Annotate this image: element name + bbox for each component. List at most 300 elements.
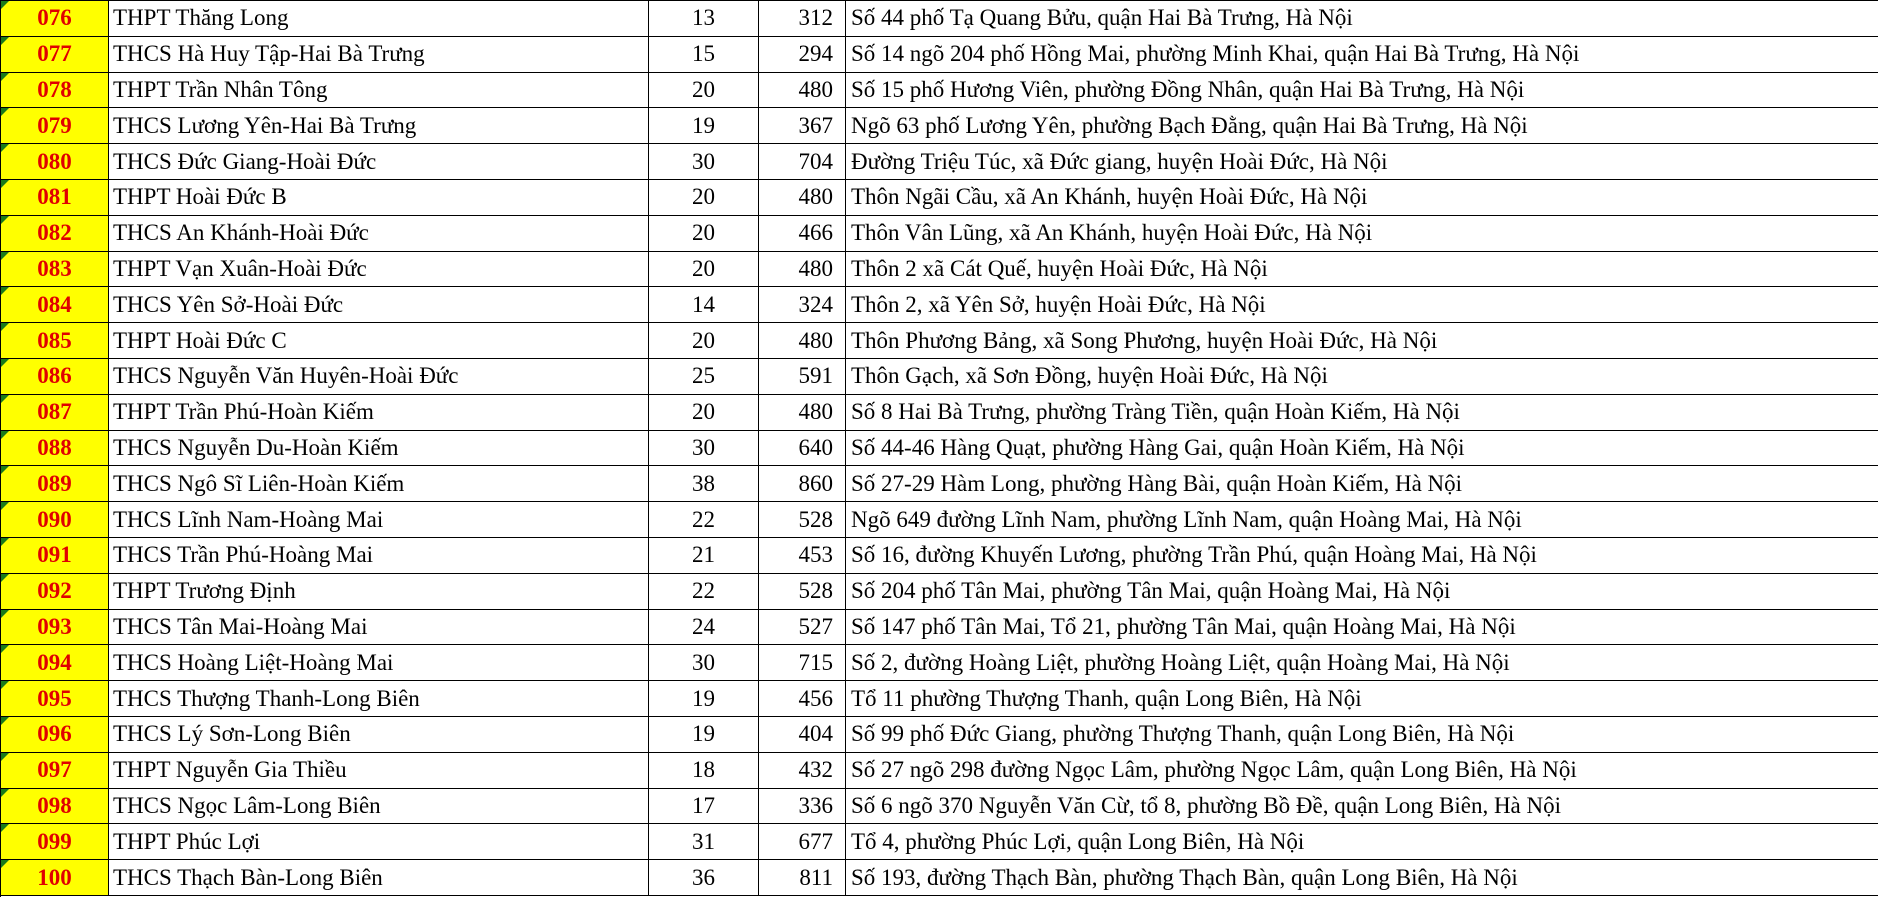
exam-site-code-cell-text: 091 — [37, 542, 72, 568]
address-cell-text: Số 8 Hai Bà Trưng, phường Tràng Tiền, quận Hoàn Kiếm, Hà Nội — [851, 399, 1460, 425]
school-name-cell[interactable] — [109, 574, 649, 609]
candidate-count-cell[interactable] — [759, 323, 846, 358]
candidate-count-cell-text: 324 — [798, 291, 833, 317]
table-row[interactable] — [1, 753, 1878, 789]
school-name-cell-text: THCS Ngô Sĩ Liên-Hoàn Kiếm — [113, 470, 405, 496]
address-cell[interactable] — [846, 717, 1878, 752]
table-row[interactable] — [1, 323, 1878, 359]
address-cell[interactable] — [846, 73, 1878, 108]
exam-site-code-cell-text: 076 — [37, 5, 72, 31]
exam-site-code-cell[interactable] — [1, 574, 109, 609]
candidate-count-cell-text: 480 — [798, 327, 833, 353]
exam-site-code-cell[interactable] — [1, 323, 109, 358]
exam-site-code-cell-text: 078 — [37, 76, 72, 102]
school-name-cell-text: THCS Nguyễn Du-Hoàn Kiếm — [113, 434, 399, 460]
room-count-cell[interactable] — [649, 824, 759, 859]
table-row[interactable] — [1, 789, 1878, 825]
exam-site-code-cell-text: 079 — [37, 112, 72, 138]
address-cell-text: Số 15 phố Hương Viên, phường Đồng Nhân, quận Hai Bà Trưng, Hà Nội — [851, 76, 1525, 102]
exam-site-code-cell[interactable] — [1, 431, 109, 466]
cell-comment-marker-icon — [1, 1, 9, 9]
exam-site-code-cell-text: 083 — [37, 255, 72, 281]
school-name-cell-text: THCS Yên Sở-Hoài Đức — [113, 291, 344, 317]
exam-site-code-cell[interactable] — [1, 1, 109, 36]
school-name-cell-text: THCS Đức Giang-Hoài Đức — [113, 148, 377, 174]
exam-site-code-cell-text: 080 — [37, 148, 72, 174]
room-count-cell-text: 20 — [692, 255, 715, 281]
exam-site-code-cell[interactable] — [1, 645, 109, 680]
school-name-cell-text: THCS Hà Huy Tập-Hai Bà Trưng — [113, 41, 425, 67]
exam-site-code-cell-text: 096 — [37, 721, 72, 747]
cell-comment-marker-icon — [1, 753, 9, 761]
school-name-cell-text: THCS Nguyễn Văn Huyên-Hoài Đức — [113, 363, 459, 389]
candidate-count-cell[interactable] — [759, 287, 846, 322]
room-count-cell[interactable] — [649, 73, 759, 108]
table-row[interactable] — [1, 538, 1878, 574]
exam-site-code-cell-text: 100 — [37, 864, 72, 890]
address-cell[interactable] — [846, 610, 1878, 645]
room-count-cell-text: 30 — [692, 649, 715, 675]
school-name-cell[interactable] — [109, 287, 649, 322]
candidate-count-cell-text: 528 — [798, 506, 833, 532]
candidate-count-cell-text: 312 — [798, 5, 833, 31]
exam-site-code-cell[interactable] — [1, 216, 109, 251]
school-name-cell[interactable] — [109, 144, 649, 179]
exam-site-code-cell-text: 092 — [37, 578, 72, 604]
address-cell-text: Số 27-29 Hàm Long, phường Hàng Bài, quận Hoàn Kiếm, Hà Nội — [851, 470, 1463, 496]
room-count-cell[interactable] — [649, 395, 759, 430]
school-name-cell[interactable] — [109, 431, 649, 466]
candidate-count-cell-text: 456 — [798, 685, 833, 711]
exam-site-code-cell-text: 097 — [37, 757, 72, 783]
room-count-cell[interactable] — [649, 216, 759, 251]
table-row[interactable] — [1, 37, 1878, 73]
table-row[interactable] — [1, 108, 1878, 144]
candidate-count-cell[interactable] — [759, 466, 846, 501]
table-row[interactable] — [1, 144, 1878, 180]
cell-comment-marker-icon — [1, 252, 9, 260]
exam-site-code-cell[interactable] — [1, 287, 109, 322]
address-cell[interactable] — [846, 252, 1878, 287]
room-count-cell[interactable] — [649, 610, 759, 645]
candidate-count-cell-text: 528 — [798, 578, 833, 604]
candidate-count-cell[interactable] — [759, 645, 846, 680]
room-count-cell-text: 15 — [692, 41, 715, 67]
candidate-count-cell[interactable] — [759, 144, 846, 179]
cell-comment-marker-icon — [1, 466, 9, 474]
address-cell-text: Số 6 ngõ 370 Nguyễn Văn Cừ, tổ 8, phường Bồ Đề, quận Long Biên, Hà Nội — [851, 792, 1562, 818]
school-name-cell-text: THPT Phúc Lợi — [113, 828, 261, 854]
room-count-cell[interactable] — [649, 287, 759, 322]
exam-site-code-cell-text: 089 — [37, 470, 72, 496]
room-count-cell[interactable] — [649, 538, 759, 573]
room-count-cell[interactable] — [649, 108, 759, 143]
cell-comment-marker-icon — [1, 108, 9, 116]
exam-site-code-cell-text: 085 — [37, 327, 72, 353]
room-count-cell-text: 21 — [692, 542, 715, 568]
candidate-count-cell-text: 336 — [798, 792, 833, 818]
address-cell-text: Số 99 phố Đức Giang, phường Thượng Thanh, quận Long Biên, Hà Nội — [851, 721, 1515, 747]
address-cell[interactable] — [846, 1, 1878, 36]
room-count-cell[interactable] — [649, 717, 759, 752]
exam-site-code-cell[interactable] — [1, 502, 109, 537]
exam-site-code-cell-text: 094 — [37, 649, 72, 675]
room-count-cell[interactable] — [649, 252, 759, 287]
cell-comment-marker-icon — [1, 144, 9, 152]
address-cell[interactable] — [846, 538, 1878, 573]
address-cell[interactable] — [846, 37, 1878, 72]
room-count-cell-text: 20 — [692, 184, 715, 210]
exam-site-code-cell[interactable] — [1, 610, 109, 645]
candidate-count-cell-text: 591 — [798, 363, 833, 389]
school-name-cell[interactable] — [109, 789, 649, 824]
school-name-cell-text: THPT Thăng Long — [113, 5, 289, 31]
candidate-count-cell-text: 404 — [798, 721, 833, 747]
room-count-cell[interactable] — [649, 144, 759, 179]
candidate-count-cell-text: 480 — [798, 76, 833, 102]
school-name-cell[interactable] — [109, 108, 649, 143]
candidate-count-cell[interactable] — [759, 359, 846, 394]
cell-comment-marker-icon — [1, 180, 9, 188]
address-cell[interactable] — [846, 216, 1878, 251]
school-name-cell-text: THPT Trần Nhân Tông — [113, 76, 328, 102]
candidate-count-cell[interactable] — [759, 538, 846, 573]
room-count-cell-text: 38 — [692, 470, 715, 496]
school-name-cell[interactable] — [109, 681, 649, 716]
cell-comment-marker-icon — [1, 359, 9, 367]
table-row[interactable] — [1, 645, 1878, 681]
room-count-cell-text: 25 — [692, 363, 715, 389]
exam-site-code-cell-text: 098 — [37, 792, 72, 818]
exam-site-code-cell[interactable] — [1, 252, 109, 287]
address-cell[interactable] — [846, 753, 1878, 788]
exam-site-code-cell[interactable] — [1, 466, 109, 501]
candidate-count-cell[interactable] — [759, 681, 846, 716]
address-cell-text: Thôn 2, xã Yên Sở, huyện Hoài Đức, Hà Nội — [851, 291, 1266, 317]
candidate-count-cell[interactable] — [759, 824, 846, 859]
room-count-cell[interactable] — [649, 645, 759, 680]
cell-comment-marker-icon — [1, 538, 9, 546]
table-row[interactable] — [1, 359, 1878, 395]
table-row[interactable] — [1, 216, 1878, 252]
candidate-count-cell-text: 466 — [798, 220, 833, 246]
room-count-cell[interactable] — [649, 789, 759, 824]
address-cell-text: Đường Triệu Túc, xã Đức giang, huyện Hoài Đức, Hà Nội — [851, 148, 1388, 174]
exam-site-code-cell-text: 082 — [37, 220, 72, 246]
candidate-count-cell-text: 677 — [798, 828, 833, 854]
room-count-cell[interactable] — [649, 1, 759, 36]
candidate-count-cell[interactable] — [759, 502, 846, 537]
table-row[interactable] — [1, 252, 1878, 288]
exam-site-code-cell[interactable] — [1, 180, 109, 215]
address-cell-text: Thôn Ngãi Cầu, xã An Khánh, huyện Hoài Đức, Hà Nội — [851, 184, 1368, 210]
school-name-cell[interactable] — [109, 538, 649, 573]
address-cell[interactable] — [846, 431, 1878, 466]
candidate-count-cell[interactable] — [759, 789, 846, 824]
room-count-cell-text: 17 — [692, 792, 715, 818]
table-row[interactable] — [1, 681, 1878, 717]
address-cell-text: Số 147 phố Tân Mai, Tổ 21, phường Tân Mai, quận Hoàng Mai, Hà Nội — [851, 613, 1516, 639]
room-count-cell-text: 20 — [692, 327, 715, 353]
candidate-count-cell[interactable] — [759, 216, 846, 251]
candidate-count-cell[interactable] — [759, 1, 846, 36]
address-cell-text: Tổ 4, phường Phúc Lợi, quận Long Biên, Hà Nội — [851, 828, 1305, 854]
school-name-cell-text: THPT Nguyễn Gia Thiều — [113, 757, 347, 783]
table-row[interactable] — [1, 287, 1878, 323]
address-cell-text: Số 2, đường Hoàng Liệt, phường Hoàng Liệt, quận Hoàng Mai, Hà Nội — [851, 649, 1510, 675]
exam-site-code-cell-text: 093 — [37, 613, 72, 639]
cell-comment-marker-icon — [1, 645, 9, 653]
candidate-count-cell-text: 811 — [799, 864, 833, 890]
room-count-cell[interactable] — [649, 37, 759, 72]
candidate-count-cell[interactable] — [759, 431, 846, 466]
cell-comment-marker-icon — [1, 395, 9, 403]
cell-comment-marker-icon — [1, 502, 9, 510]
school-name-cell-text: THPT Vạn Xuân-Hoài Đức — [113, 255, 367, 281]
school-name-cell[interactable] — [109, 466, 649, 501]
cell-comment-marker-icon — [1, 431, 9, 439]
exam-site-code-cell-text: 090 — [37, 506, 72, 532]
candidate-count-cell[interactable] — [759, 717, 846, 752]
room-count-cell-text: 36 — [692, 864, 715, 890]
school-name-cell[interactable] — [109, 180, 649, 215]
cell-comment-marker-icon — [1, 574, 9, 582]
candidate-count-cell[interactable] — [759, 753, 846, 788]
address-cell[interactable] — [846, 323, 1878, 358]
school-name-cell-text: THCS Lý Sơn-Long Biên — [113, 721, 351, 747]
school-name-cell[interactable] — [109, 216, 649, 251]
address-cell[interactable] — [846, 681, 1878, 716]
room-count-cell-text: 31 — [692, 828, 715, 854]
candidate-count-cell-text: 480 — [798, 255, 833, 281]
room-count-cell-text: 22 — [692, 578, 715, 604]
school-name-cell-text: THCS Hoàng Liệt-Hoàng Mai — [113, 649, 394, 675]
candidate-count-cell-text: 480 — [798, 184, 833, 210]
candidate-count-cell-text: 480 — [798, 399, 833, 425]
candidate-count-cell[interactable] — [759, 252, 846, 287]
room-count-cell-text: 22 — [692, 506, 715, 532]
room-count-cell-text: 19 — [692, 112, 715, 138]
candidate-count-cell-text: 294 — [798, 41, 833, 67]
address-cell-text: Số 193, đường Thạch Bàn, phường Thạch Bàn, quận Long Biên, Hà Nội — [851, 864, 1518, 890]
address-cell-text: Thôn Gạch, xã Sơn Đồng, huyện Hoài Đức, Hà Nội — [851, 363, 1328, 389]
candidate-count-cell-text: 640 — [798, 434, 833, 460]
room-count-cell-text: 24 — [692, 613, 715, 639]
address-cell[interactable] — [846, 144, 1878, 179]
address-cell[interactable] — [846, 287, 1878, 322]
candidate-count-cell[interactable] — [759, 610, 846, 645]
school-name-cell[interactable] — [109, 359, 649, 394]
exam-site-code-cell[interactable] — [1, 538, 109, 573]
school-name-cell-text: THCS Trần Phú-Hoàng Mai — [113, 542, 374, 568]
address-cell-text: Số 44 phố Tạ Quang Bửu, quận Hai Bà Trưng, Hà Nội — [851, 5, 1353, 31]
room-count-cell[interactable] — [649, 860, 759, 895]
table-row[interactable] — [1, 574, 1878, 610]
cell-comment-marker-icon — [1, 681, 9, 689]
school-name-cell-text: THPT Trần Phú-Hoàn Kiếm — [113, 399, 374, 425]
address-cell[interactable] — [846, 395, 1878, 430]
exam-site-code-cell[interactable] — [1, 108, 109, 143]
address-cell[interactable] — [846, 574, 1878, 609]
address-cell-text: Thôn Vân Lũng, xã An Khánh, huyện Hoài Đức, Hà Nội — [851, 220, 1373, 246]
room-count-cell-text: 20 — [692, 220, 715, 246]
candidate-count-cell-text: 704 — [798, 148, 833, 174]
school-name-cell-text: THCS Lương Yên-Hai Bà Trưng — [113, 112, 417, 138]
table-row[interactable] — [1, 431, 1878, 467]
school-name-cell-text: THPT Trương Định — [113, 578, 296, 604]
address-cell[interactable] — [846, 824, 1878, 859]
table-row[interactable] — [1, 717, 1878, 753]
address-cell-text: Thôn 2 xã Cát Quế, huyện Hoài Đức, Hà Nội — [851, 255, 1268, 281]
exam-site-code-cell[interactable] — [1, 37, 109, 72]
exam-site-code-cell-text: 077 — [37, 41, 72, 67]
table-row[interactable] — [1, 610, 1878, 646]
room-count-cell[interactable] — [649, 180, 759, 215]
school-name-cell[interactable] — [109, 1, 649, 36]
school-name-cell[interactable] — [109, 502, 649, 537]
table-row[interactable] — [1, 395, 1878, 431]
candidate-count-cell[interactable] — [759, 574, 846, 609]
candidate-count-cell-text: 367 — [798, 112, 833, 138]
exam-site-code-cell[interactable] — [1, 717, 109, 752]
room-count-cell-text: 19 — [692, 685, 715, 711]
address-cell[interactable] — [846, 789, 1878, 824]
school-name-cell-text: THCS Lĩnh Nam-Hoàng Mai — [113, 506, 384, 532]
table-row[interactable] — [1, 466, 1878, 502]
room-count-cell-text: 20 — [692, 76, 715, 102]
room-count-cell-text: 30 — [692, 148, 715, 174]
school-name-cell[interactable] — [109, 73, 649, 108]
candidate-count-cell-text: 860 — [798, 470, 833, 496]
room-count-cell-text: 30 — [692, 434, 715, 460]
address-cell[interactable] — [846, 359, 1878, 394]
address-cell-text: Số 44-46 Hàng Quạt, phường Hàng Gai, quận Hoàn Kiếm, Hà Nội — [851, 434, 1465, 460]
candidate-count-cell-text: 453 — [798, 542, 833, 568]
candidate-count-cell[interactable] — [759, 108, 846, 143]
address-cell-text: Ngõ 63 phố Lương Yên, phường Bạch Đằng, quận Hai Bà Trưng, Hà Nội — [851, 112, 1528, 138]
exam-site-code-cell-text: 086 — [37, 363, 72, 389]
school-name-cell[interactable] — [109, 395, 649, 430]
cell-comment-marker-icon — [1, 323, 9, 331]
school-name-cell[interactable] — [109, 860, 649, 895]
exam-site-code-cell[interactable] — [1, 73, 109, 108]
exam-site-code-cell-text: 088 — [37, 434, 72, 460]
cell-comment-marker-icon — [1, 73, 9, 81]
exam-site-code-cell[interactable] — [1, 860, 109, 895]
room-count-cell-text: 18 — [692, 757, 715, 783]
address-cell[interactable] — [846, 860, 1878, 895]
room-count-cell[interactable] — [649, 359, 759, 394]
exam-site-code-cell-text: 099 — [37, 828, 72, 854]
address-cell-text: Số 204 phố Tân Mai, phường Tân Mai, quận Hoàng Mai, Hà Nội — [851, 578, 1451, 604]
address-cell-text: Số 14 ngõ 204 phố Hồng Mai, phường Minh Khai, quận Hai Bà Trưng, Hà Nội — [851, 41, 1580, 67]
school-name-cell[interactable] — [109, 323, 649, 358]
candidate-count-cell-text: 432 — [798, 757, 833, 783]
address-cell-text: Thôn Phương Bảng, xã Song Phương, huyện Hoài Đức, Hà Nội — [851, 327, 1438, 353]
exam-site-code-cell[interactable] — [1, 395, 109, 430]
table-row[interactable] — [1, 73, 1878, 109]
table-row[interactable] — [1, 824, 1878, 860]
cell-comment-marker-icon — [1, 717, 9, 725]
room-count-cell[interactable] — [649, 502, 759, 537]
cell-comment-marker-icon — [1, 824, 9, 832]
exam-site-code-cell[interactable] — [1, 753, 109, 788]
table-row[interactable] — [1, 860, 1878, 896]
school-name-cell-text: THCS Tân Mai-Hoàng Mai — [113, 613, 368, 639]
school-name-cell-text: THCS Ngọc Lâm-Long Biên — [113, 792, 381, 818]
address-cell[interactable] — [846, 466, 1878, 501]
cell-comment-marker-icon — [1, 216, 9, 224]
school-name-cell[interactable] — [109, 37, 649, 72]
exam-site-code-cell-text: 084 — [37, 291, 72, 317]
exam-site-code-cell-text: 087 — [37, 399, 72, 425]
address-cell-text: Số 16, đường Khuyến Lương, phường Trần Phú, quận Hoàng Mai, Hà Nội — [851, 542, 1537, 568]
candidate-count-cell-text: 527 — [798, 613, 833, 639]
exam-site-code-cell-text: 095 — [37, 685, 72, 711]
table-row[interactable] — [1, 1, 1878, 37]
candidate-count-cell[interactable] — [759, 37, 846, 72]
school-name-cell[interactable] — [109, 824, 649, 859]
exam-site-code-cell[interactable] — [1, 824, 109, 859]
school-name-cell-text: THCS An Khánh-Hoài Đức — [113, 220, 369, 246]
cell-comment-marker-icon — [1, 287, 9, 295]
cell-comment-marker-icon — [1, 789, 9, 797]
room-count-cell-text: 14 — [692, 291, 715, 317]
cell-comment-marker-icon — [1, 860, 9, 868]
exam-site-code-cell[interactable] — [1, 359, 109, 394]
candidate-count-cell[interactable] — [759, 73, 846, 108]
school-name-cell-text: THCS Thượng Thanh-Long Biên — [113, 685, 420, 711]
exam-site-code-cell[interactable] — [1, 144, 109, 179]
candidate-count-cell[interactable] — [759, 395, 846, 430]
address-cell[interactable] — [846, 645, 1878, 680]
address-cell[interactable] — [846, 108, 1878, 143]
room-count-cell[interactable] — [649, 466, 759, 501]
address-cell-text: Ngõ 649 đường Lĩnh Nam, phường Lĩnh Nam, quận Hoàng Mai, Hà Nội — [851, 506, 1522, 532]
exam-site-code-cell[interactable] — [1, 789, 109, 824]
room-count-cell[interactable] — [649, 681, 759, 716]
room-count-cell-text: 19 — [692, 721, 715, 747]
address-cell[interactable] — [846, 180, 1878, 215]
school-name-cell-text: THPT Hoài Đức C — [113, 327, 287, 353]
school-name-cell-text: THPT Hoài Đức B — [113, 184, 287, 210]
school-name-cell[interactable] — [109, 252, 649, 287]
room-count-cell-text: 13 — [692, 5, 715, 31]
cell-comment-marker-icon — [1, 37, 9, 45]
address-cell-text: Tổ 11 phường Thượng Thanh, quận Long Biên, Hà Nội — [851, 685, 1362, 711]
exam-site-code-cell-text: 081 — [37, 184, 72, 210]
room-count-cell[interactable] — [649, 431, 759, 466]
school-name-cell[interactable] — [109, 717, 649, 752]
room-count-cell-text: 20 — [692, 399, 715, 425]
exam-site-code-cell[interactable] — [1, 681, 109, 716]
candidate-count-cell[interactable] — [759, 860, 846, 895]
table-row[interactable] — [1, 180, 1878, 216]
address-cell-text: Số 27 ngõ 298 đường Ngọc Lâm, phường Ngọc Lâm, quận Long Biên, Hà Nội — [851, 757, 1577, 783]
school-name-cell[interactable] — [109, 610, 649, 645]
table-row[interactable] — [1, 502, 1878, 538]
school-name-cell[interactable] — [109, 645, 649, 680]
room-count-cell[interactable] — [649, 753, 759, 788]
candidate-count-cell[interactable] — [759, 180, 846, 215]
room-count-cell[interactable] — [649, 323, 759, 358]
candidate-count-cell-text: 715 — [798, 649, 833, 675]
cell-comment-marker-icon — [1, 610, 9, 618]
school-name-cell-text: THCS Thạch Bàn-Long Biên — [113, 864, 383, 890]
room-count-cell[interactable] — [649, 574, 759, 609]
address-cell[interactable] — [846, 502, 1878, 537]
school-name-cell[interactable] — [109, 753, 649, 788]
